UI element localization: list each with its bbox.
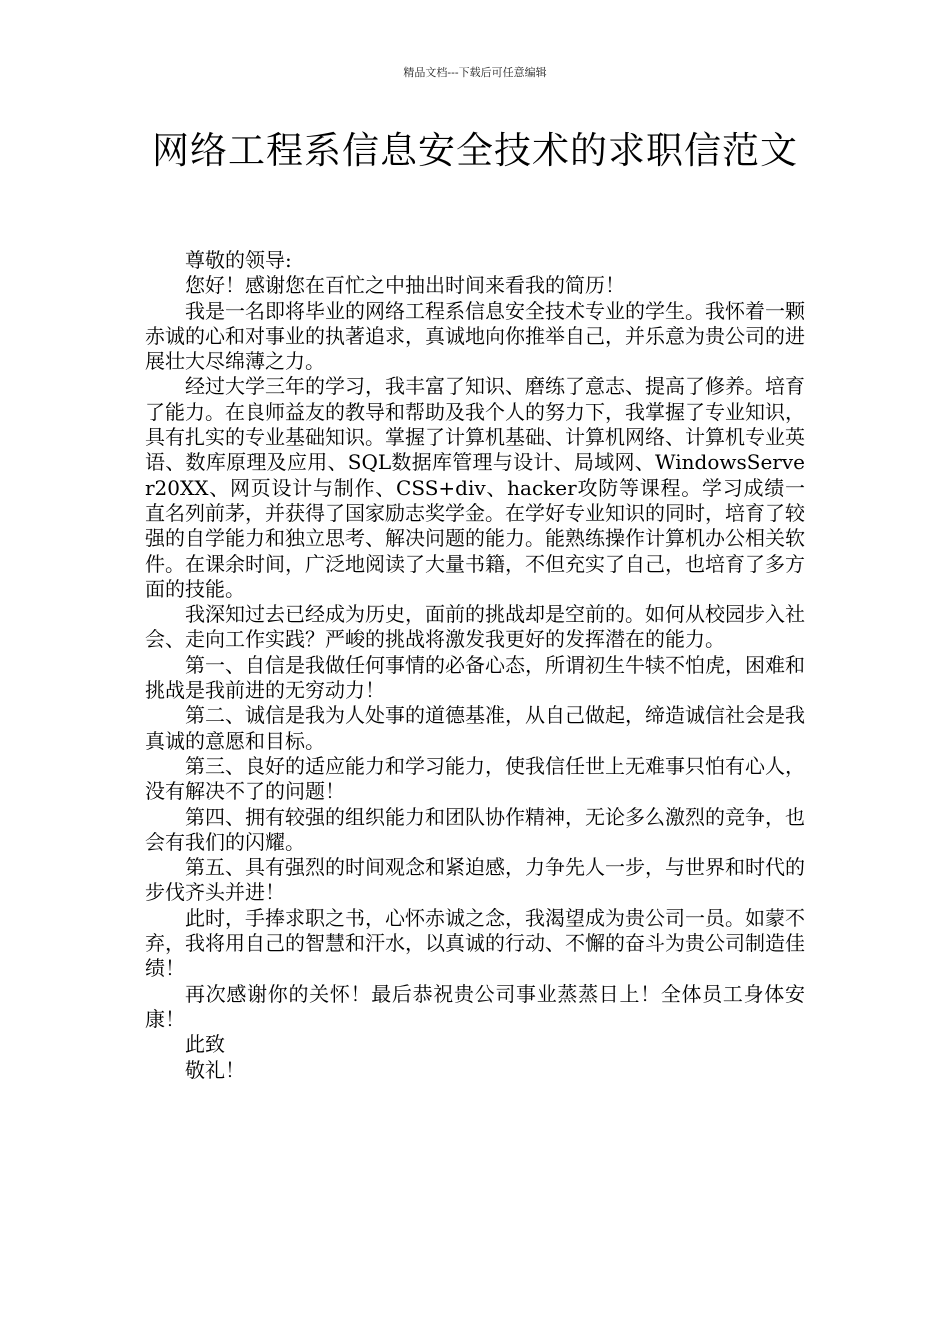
document-title: 网络工程系信息安全技术的求职信范文 <box>152 129 798 172</box>
aspiration-paragraph: 此时，手捧求职之书，心怀赤诚之念，我渴望成为贵公司一员。如蒙不弃，我将用自己的智慧和汗水，以真诚的行动、不懈的奋斗为贵公司制造佳绩！ <box>145 905 805 981</box>
point-first: 第一、自信是我做任何事情的必备心态，所谓初生牛犊不怕虎，困难和挑战是我前进的无穷动力！ <box>145 652 805 703</box>
thanks-paragraph: 再次感谢你的关怀！最后恭祝贵公司事业蒸蒸日上！全体员工身体安康！ <box>145 981 805 1031</box>
greeting-paragraph: 您好！感谢您在百忙之中抽出时间来看我的简历！ <box>185 273 625 298</box>
closing-line: 此致 <box>185 1032 225 1057</box>
challenge-paragraph: 我深知过去已经成为历史，面前的挑战却是空前的。如何从校园步入社会、走向工作实践？严峻的挑战将激发我更好的发挥潜在的能力。 <box>145 602 805 652</box>
point-third: 第三、良好的适应能力和学习能力，使我信任世上无难事只怕有心人，没有解决不了的问题！ <box>145 753 805 804</box>
education-paragraph: 经过大学三年的学习，我丰富了知识、磨练了意志、提高了修养。培育了能力。在良师益友的教导和帮助及我个人的努力下，我掌握了专业知识，具有扎实的专业基础知识。掌握了计算机基础、计算机网络、计算机专业英语、数库原理及应用、SQL数据库管理与设计、局域网、WindowsServer20XX、网页设计与制作、CSS+div、hacker攻防等课程。学习成绩一直名列前茅，并获得了国家励志奖学金。在学好专业知识的同时，培育了较强的自学能力和独立思考、解决问题的能力。能熟练操作计算机办公相关软件。在课余时间，广泛地阅读了大量书籍，不但充实了自己，也培育了多方面的技能。 <box>145 374 805 601</box>
intro-paragraph: 我是一名即将毕业的网络工程系信息安全技术专业的学生。我怀着一颗赤诚的心和对事业的执著追求，真诚地向你推举自己，并乐意为贵公司的进展壮大尽绵薄之力。 <box>145 298 805 374</box>
point-fifth: 第五、具有强烈的时间观念和紧迫感，力争先人一步，与世界和时代的步伐齐头并进！ <box>145 855 805 905</box>
point-fourth: 第四、拥有较强的组织能力和团队协作精神，无论多么激烈的竞争，也会有我们的闪耀。 <box>145 804 805 854</box>
closing-regards: 敬礼！ <box>185 1057 245 1082</box>
letter-body <box>145 248 805 1083</box>
point-second: 第二、诚信是我为人处事的道德基准，从自己做起，缔造诚信社会是我真诚的意愿和目标。 <box>145 703 805 753</box>
header-note: 精品文档---下载后可任意编辑 <box>403 66 547 79</box>
salutation: 尊敬的领导: <box>185 248 292 272</box>
